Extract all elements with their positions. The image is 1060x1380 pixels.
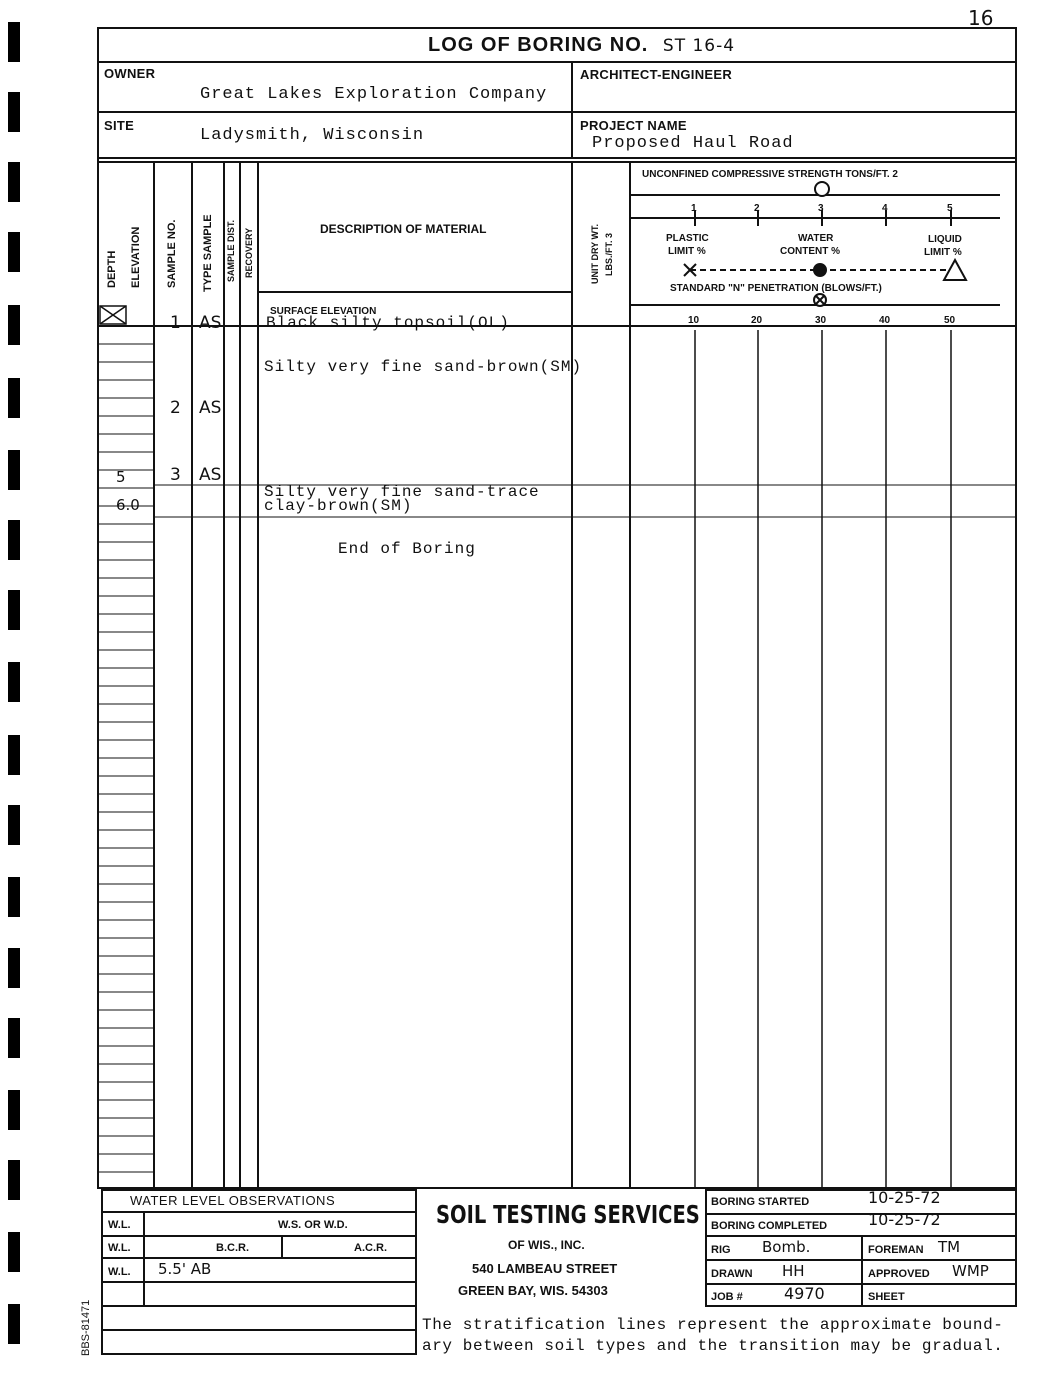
ws-wd-label: W.S. OR W.D. [278, 1219, 348, 1231]
n-tick-20: 20 [751, 315, 763, 326]
stratum-3-line-1: Silty very fine sand-trace [264, 483, 540, 501]
n-tick-50: 50 [944, 315, 956, 326]
stratum-1: Black silty topsoil(OL) [266, 314, 510, 332]
depth-mark-6: 6.0 [116, 496, 140, 514]
sample-3-no: 3 [170, 465, 181, 485]
unit-dry-wt-units: LBS./FT. 3 [604, 232, 614, 276]
plastic-limit-label-1: PLASTIC [666, 233, 709, 244]
sheet-label: SHEET [868, 1291, 905, 1303]
boring-started-label: BORING STARTED [711, 1196, 810, 1208]
wl-reading: 5.5' AB [158, 1260, 212, 1278]
architect-label: ARCHITECT-ENGINEER [580, 67, 733, 82]
rig-value: Bomb. [762, 1238, 811, 1256]
drawn-label: DRAWN [711, 1268, 753, 1280]
bcr-label: B.C.R. [216, 1242, 249, 1254]
liquid-limit-label-2: LIMIT % [924, 247, 962, 258]
end-of-boring: End of Boring [338, 540, 476, 558]
n-tick-10: 10 [688, 315, 700, 326]
drawn-value: HH [782, 1262, 805, 1280]
boring-number: ST 16-4 [662, 36, 736, 56]
company-street: 540 LAMBEAU STREET [472, 1261, 618, 1276]
recovery-header: RECOVERY [244, 227, 254, 278]
foreman-value: TM [938, 1238, 961, 1256]
sample-1-no: 1 [170, 313, 181, 333]
depth-header: DEPTH [106, 250, 118, 288]
strength-tick-5: 5 [947, 203, 953, 214]
wl-label-3: W.L. [108, 1266, 131, 1278]
sample-2-type: AS [199, 398, 222, 418]
page-number: 16 [968, 6, 994, 30]
type-sample-header: TYPE SAMPLE [202, 214, 214, 292]
strength-tick-3: 3 [818, 203, 824, 214]
elevation-header: ELEVATION [130, 226, 142, 288]
surface-elevation-label: SURFACE ELEVATION [270, 306, 377, 317]
owner-label: OWNER [104, 66, 156, 81]
stratum-3-line-2: clay-brown(SM) [264, 497, 413, 515]
water-content-label-2: CONTENT % [780, 246, 840, 257]
strength-tick-2: 2 [754, 203, 760, 214]
job-label: JOB # [711, 1291, 743, 1303]
foreman-label: FOREMAN [868, 1244, 924, 1256]
liquid-limit-label-1: LIQUID [928, 234, 962, 245]
rig-label: RIG [711, 1244, 731, 1256]
spt-label: STANDARD "N" PENETRATION (BLOWS/FT.) [670, 283, 882, 294]
site-label: SITE [104, 118, 135, 133]
form-title [428, 34, 735, 57]
sample-dist-header: SAMPLE DIST. [226, 219, 236, 282]
plastic-limit-label-2: LIMIT % [668, 246, 706, 257]
boring-completed-value: 10-25-72 [868, 1210, 941, 1229]
water-content-label-1: WATER [798, 233, 834, 244]
strength-tick-4: 4 [882, 203, 888, 214]
company-sub: OF WIS., INC. [508, 1238, 585, 1252]
company-name: SOIL TESTING SERVICES [436, 1200, 700, 1229]
approved-value: WMP [952, 1262, 989, 1280]
boring-completed-label: BORING COMPLETED [711, 1220, 828, 1232]
sample-3-type: AS [199, 465, 222, 485]
approved-label: APPROVED [868, 1268, 930, 1280]
sample-1-type: AS [199, 313, 222, 333]
wl-label-2: W.L. [108, 1242, 131, 1254]
stratification-note-2: ary between soil types and the transition may be gradual. [422, 1337, 1004, 1355]
project-label: PROJECT NAME [580, 118, 687, 133]
n-tick-30: 30 [815, 315, 827, 326]
owner-value: Great Lakes Exploration Company [200, 85, 548, 104]
project-value: Proposed Haul Road [592, 134, 794, 153]
unit-dry-wt-header: UNIT DRY WT. [590, 224, 600, 284]
strength-title: UNCONFINED COMPRESSIVE STRENGTH TONS/FT. 2 [642, 169, 898, 180]
form-title-label: LOG OF BORING NO. [428, 34, 649, 56]
strength-tick-1: 1 [691, 203, 697, 214]
wl-label-1: W.L. [108, 1219, 131, 1231]
description-header: DESCRIPTION OF MATERIAL [320, 222, 487, 236]
form-code: BBS-81471 [80, 1299, 92, 1356]
stratification-note-1: The stratification lines represent the approximate bound- [422, 1316, 1004, 1334]
n-tick-40: 40 [879, 315, 891, 326]
sample-2-no: 2 [170, 398, 181, 418]
company-city: GREEN BAY, WIS. 54303 [458, 1283, 608, 1298]
stratum-2: Silty very fine sand-brown(SM) [264, 358, 583, 376]
depth-mark-5: 5 [116, 468, 126, 486]
job-value: 4970 [784, 1284, 825, 1303]
water-level-title: WATER LEVEL OBSERVATIONS [130, 1193, 336, 1208]
acr-label: A.C.R. [354, 1242, 387, 1254]
site-value: Ladysmith, Wisconsin [200, 126, 425, 145]
sample-no-header: SAMPLE NO. [166, 219, 178, 288]
boring-started-value: 10-25-72 [868, 1188, 941, 1207]
